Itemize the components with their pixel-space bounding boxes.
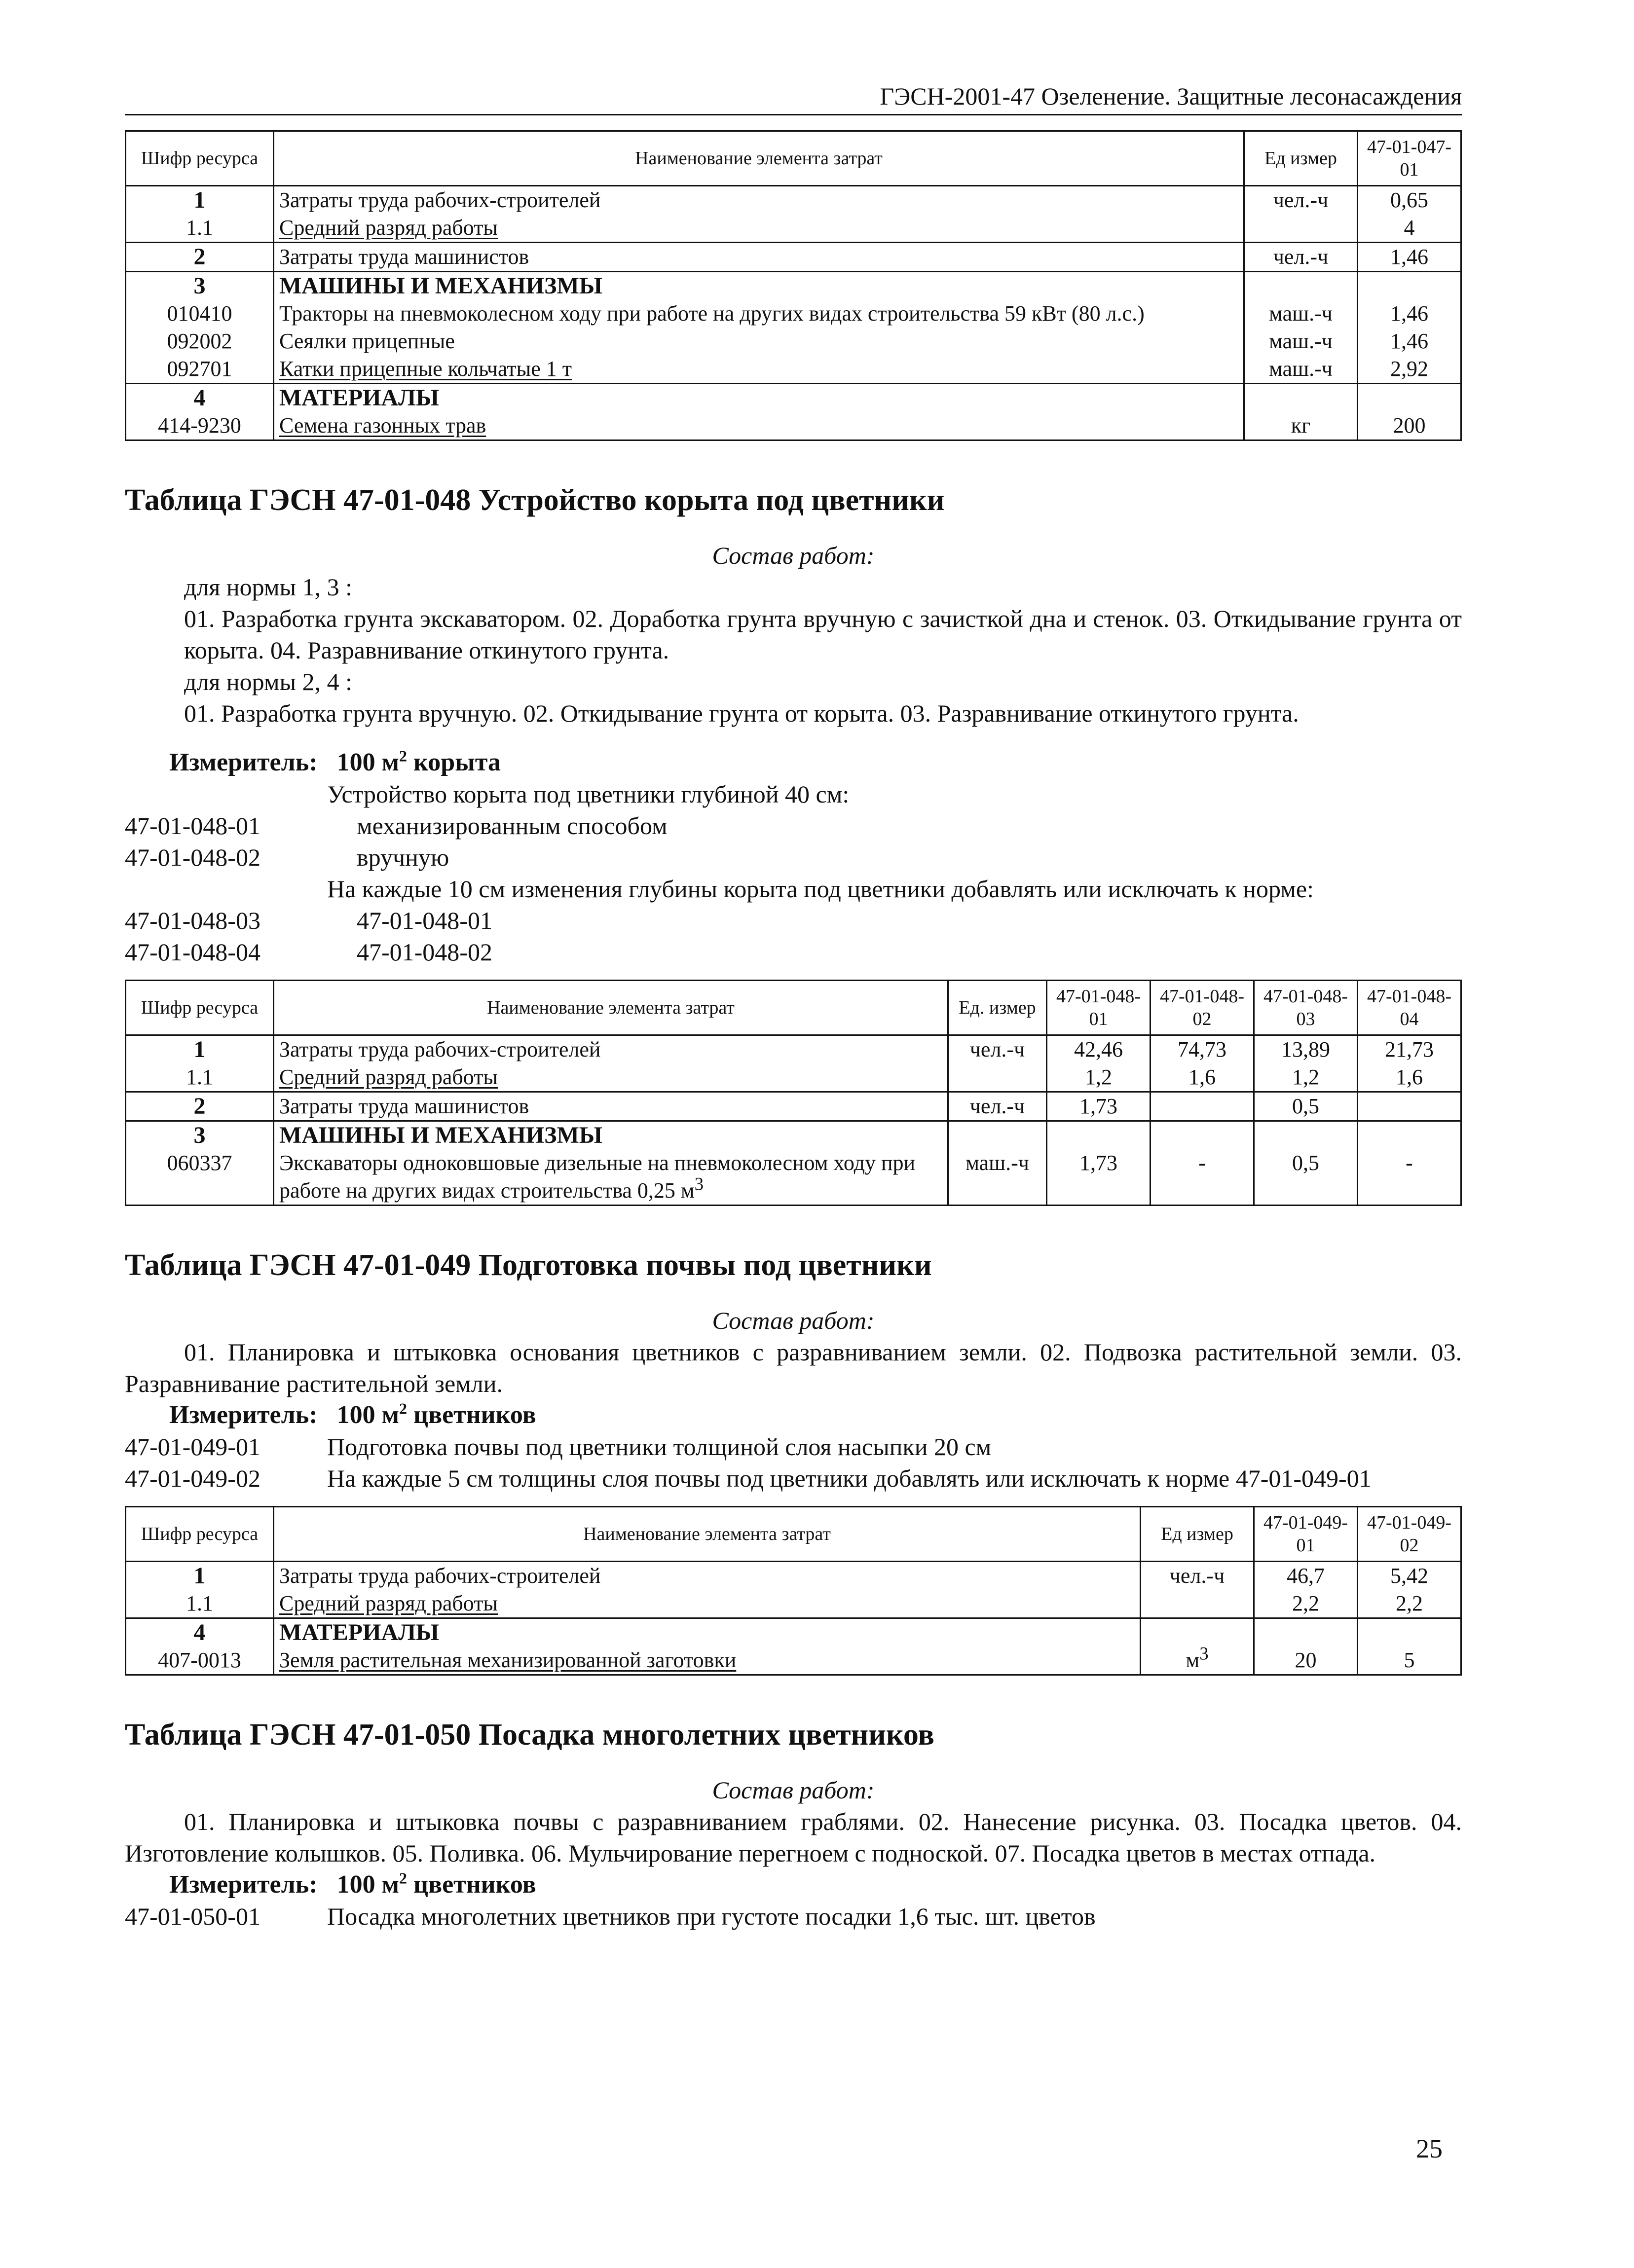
table-row: 4 МАТЕРИАЛЫ [126,384,1461,412]
work-description: 01. Планировка и штыковка почвы с разравниванием граблями. 02. Нанесение рисунка. 03. Посадка цветов. 04. Изготовление колышков. 05. Поливка. 06. Мульчирование перегноем с подноской. 07. Посадка цветов в местах отпада. [125,1808,1462,1867]
table-row: 1.1 Средний разряд работы 4 [126,214,1461,243]
table-row: 1 Затраты труда рабочих-строителей чел.-ч 42,46 74,73 13,89 21,73 [126,1035,1461,1064]
norm-row: 47-01-049-01 Подготовка почвы под цветники толщиной слоя насыпки 20 см [125,1433,992,1461]
table-row: 1 Затраты труда рабочих-строителей чел.-ч 0,65 [126,186,1461,215]
norm-row: 47-01-048-04 47-01-048-02 [125,938,492,966]
table-row: 4 МАТЕРИАЛЫ [126,1618,1461,1647]
table-row: 092002 Сеялки прицепные маш.-ч 1,46 [126,328,1461,355]
meter-line: Измеритель: 100 $м^2$ корыта [169,747,501,776]
unit-cell: $м^3$ [1141,1646,1254,1675]
section-title-049: Таблица ГЭСН 47-01-049 Подготовка почвы под цветники [125,1248,932,1282]
col-header-name: Наименование элемента затрат [274,131,1244,186]
norm-row: 47-01-048-01 механизированным способом [125,812,668,840]
col-header-name: Наименование элемента затрат [274,1507,1141,1562]
page-number: 25 [1416,2134,1443,2163]
document-page [125,81,1462,1932]
resource-name: Экскаваторы одноковшовые дизельные на пневмоколесном ходу при работе на других видах строительства 0,25 $м^3$ [274,1149,948,1206]
norm-group-heading: На каждые 10 см изменения глубины корыта под цветники добавлять или исключать к норме: [327,875,1314,903]
col-header-norm: 47-01-048-02 [1151,981,1254,1035]
norm-row: 47-01-048-03 47-01-048-01 [125,907,492,934]
norm-row: 47-01-048-02 вручную [125,843,449,871]
work-composition-title: Состав работ: [712,1307,875,1334]
table-row: 1.1 Средний разряд работы 1,2 1,6 1,2 1,6 [126,1063,1461,1092]
work-description: 01. Разработка грунта экскаватором. 02. Доработка грунта вручную с зачисткой дна и стенок. 03. Откидывание грунта от корыта. 04. Разравнивание откинутого грунта. [184,605,1462,664]
col-header-norm: 47-01-049-01 [1254,1507,1358,1562]
table-row: 2 Затраты труда машинистов чел.-ч 1,73 0,5 [126,1092,1461,1121]
resource-table-047 [125,130,1462,441]
col-header-norm: 47-01-049-02 [1358,1507,1461,1562]
meter-line: Измеритель: 100 $м^2$ цветников [169,1399,536,1429]
col-header-unit: Ед измер [1244,131,1358,186]
table-row: 3 МАШИНЫ И МЕХАНИЗМЫ [126,1121,1461,1150]
col-header-norm: 47-01-048-03 [1254,981,1358,1035]
table-row: 1 Затраты труда рабочих-строителей чел.-ч 46,7 5,42 [126,1562,1461,1590]
work-description: 01. Разработка грунта вручную. 02. Откидывание грунта от корыта. 03. Разравнивание откинутого грунта. [184,699,1299,727]
resource-table-049 [125,1506,1462,1676]
col-header-code: Шифр ресурса [126,1507,274,1562]
col-header-code: Шифр ресурса [126,131,274,186]
col-header-unit: Ед. измер [948,981,1047,1035]
col-header-norm: 47-01-048-04 [1358,981,1461,1035]
norm-row: 47-01-050-01 Посадка многолетних цветников при густоте посадки 1,6 тыс. шт. цветов [125,1902,1096,1930]
table-row: 092701 Катки прицепные кольчатые 1 т маш.-ч 2,92 [126,355,1461,384]
work-composition-title: Состав работ: [712,542,875,569]
col-header-norm: 47-01-048-01 [1047,981,1151,1035]
norm-group-heading: Устройство корыта под цветники глубиной 40 см: [327,780,850,808]
work-description: 01. Планировка и штыковка основания цветников с разравниванием земли. 02. Подвозка растительной земли. 03. Разравнивание растительной земли. [125,1338,1462,1397]
section-title-050: Таблица ГЭСН 47-01-050 Посадка многолетних цветников [125,1718,934,1752]
meter-line: Измеритель: 100 $м^2$ цветников [169,1869,536,1899]
work-composition-title: Состав работ: [712,1776,875,1804]
col-header-unit: Ед измер [1141,1507,1254,1562]
table-row: 3 МАШИНЫ И МЕХАНИЗМЫ [126,272,1461,300]
header-rule [125,114,1462,115]
table-row: 1.1 Средний разряд работы 2,2 2,2 [126,1590,1461,1618]
table-row: 060337 Экскаваторы одноковшовые дизельные на пневмоколесном ходу при работе на других видах строительства 0,25 $м^3$ маш.-ч 1,73 - 0,5 - [126,1149,1461,1206]
resource-table-048 [125,980,1462,1206]
table-row: 010410 Тракторы на пневмоколесном ходу при работе на других видах строительства 59 кВт (80 л.с.) маш.-ч 1,46 [126,300,1461,328]
col-header-name: Наименование элемента затрат [274,981,948,1035]
norms-scope-label: для нормы 1, 3 : [184,573,353,601]
table-row: 414-9230 Семена газонных трав кг 200 [126,412,1461,440]
table-row: 2 Затраты труда машинистов чел.-ч 1,46 [126,243,1461,272]
col-header-code: Шифр ресурса [126,981,274,1035]
running-header: ГЭСН-2001-47 Озеленение. Защитные лесонасаждения [880,82,1462,110]
norm-row: 47-01-049-02 На каждые 5 см толщины слоя почвы под цветники добавлять или исключать к норме 47-01-049-01 [125,1464,1372,1492]
norms-scope-label: для нормы 2, 4 : [184,668,353,695]
section-title-048: Таблица ГЭСН 47-01-048 Устройство корыта под цветники [125,483,945,517]
col-header-norm: 47-01-047-01 [1358,131,1461,186]
table-row: 407-0013 Земля растительная механизированной заготовки $м^3$ 20 5 [126,1646,1461,1675]
